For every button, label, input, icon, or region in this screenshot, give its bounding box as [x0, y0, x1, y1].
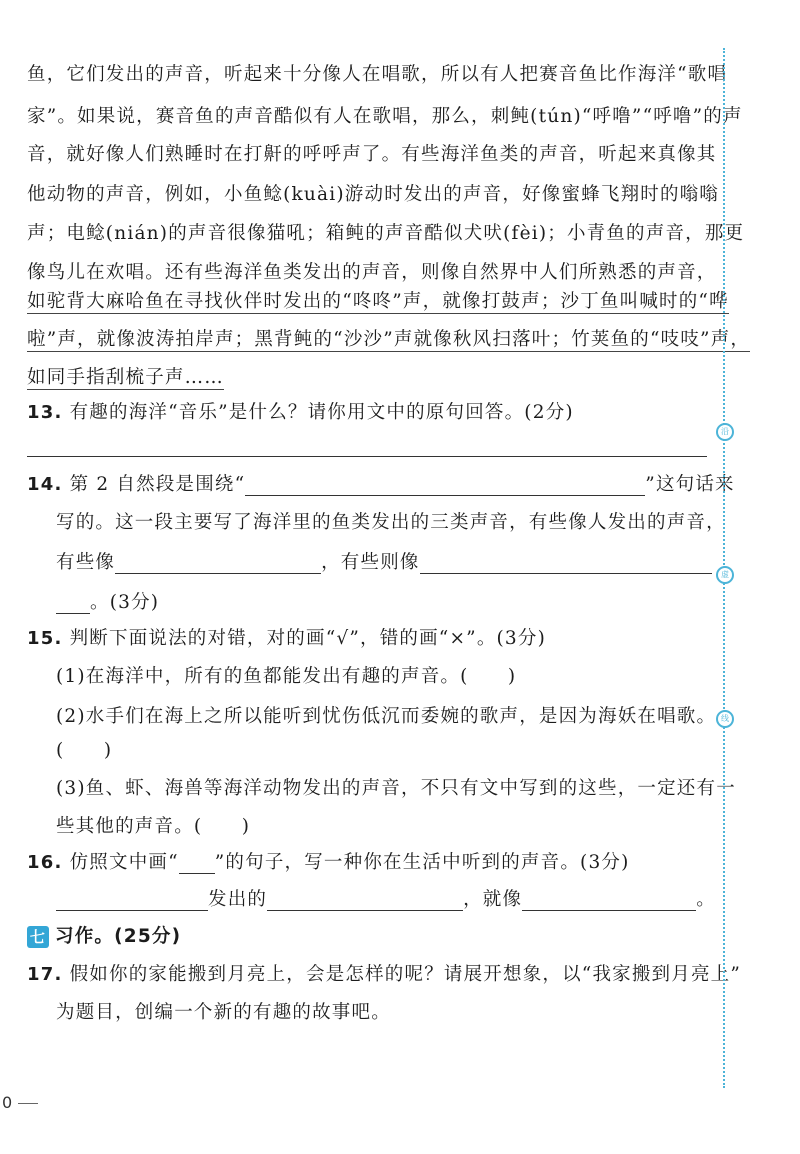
passage-line-3: 音，就好像人们熟睡时在打鼾的呼呼声了。有些海洋鱼类的声音，听起来真像其	[27, 144, 717, 165]
question-16-underline-sample	[179, 855, 215, 874]
passage-line-9-underlined: 如同手指刮梳子声……	[27, 363, 224, 390]
question-15-number: 15.	[27, 628, 63, 649]
margin-circle-1: 沿	[716, 423, 734, 441]
answer-line-13[interactable]	[27, 456, 707, 457]
question-14-line-2: 写的。这一段主要写了海洋里的鱼类发出的三类声音，有些像人发出的声音，	[56, 512, 726, 533]
question-17-text-1: 假如你的家能搬到月亮上，会是怎样的呢？请展开想象，以“我家搬到月亮上”	[69, 964, 742, 985]
question-14-part2: ”这句话来	[645, 474, 735, 495]
question-13	[27, 398, 574, 424]
question-14-line-3	[56, 548, 712, 574]
question-14-part5: 。(3分)	[90, 592, 160, 613]
passage-line-1: 鱼，它们发出的声音，听起来十分像人在唱歌，所以有人把赛音鱼比作海洋“歌唱	[27, 64, 728, 85]
question-17-line-2: 为题目，创编一个新的有趣的故事吧。	[56, 1002, 391, 1023]
margin-circle-3: 线	[716, 710, 734, 728]
question-17-line-1	[27, 960, 741, 986]
question-13-number: 13.	[27, 402, 63, 423]
question-14-number: 14.	[27, 474, 63, 495]
question-15	[27, 624, 546, 650]
question-14-part1: 第 2 自然段是围绕“	[69, 474, 246, 495]
passage-line-7-underlined: 如驼背大麻哈鱼在寻找伙伴时发出的“咚咚”声，就像打鼓声；沙丁鱼叫喊时的“哗	[27, 287, 729, 314]
question-15-item-2: (2)水手们在海上之所以能听到忧伤低沉而委婉的歌声，是因为海妖在唱歌。	[56, 706, 717, 727]
section-7-title: 习作。(25分)	[55, 926, 182, 947]
section-7-badge: 七	[27, 926, 49, 948]
passage-line-6: 像鸟儿在欢唱。还有些海洋鱼类发出的声音，则像自然界中人们所熟悉的声音，	[27, 262, 717, 283]
question-16	[27, 848, 630, 874]
question-15-item-3-cont: 些其他的声音。( )	[56, 816, 251, 837]
question-13-text: 有趣的海洋“音乐”是什么？请你用文中的原句回答。(2分)	[69, 402, 574, 423]
page-number-dash	[18, 1103, 38, 1104]
question-16-number: 16.	[27, 852, 63, 873]
question-14-blank-3[interactable]	[420, 555, 712, 574]
question-16-blank-3[interactable]	[522, 892, 696, 911]
question-14-line-4	[56, 588, 159, 614]
question-16-fill-2: ，就像	[463, 889, 523, 910]
question-14-blank-2[interactable]	[115, 555, 321, 574]
question-14-blank-3-cont[interactable]	[56, 595, 90, 614]
question-17-number: 17.	[27, 964, 63, 985]
question-16-blank-2[interactable]	[267, 892, 463, 911]
passage-line-5: 声；电鲶(nián)的声音很像猫吼；箱鲀的声音酷似犬吠(fèi)；小青鱼的声音，那更	[27, 223, 745, 244]
question-14-part3: 有些像	[56, 552, 116, 573]
passage-line-4: 他动物的声音，例如，小鱼鲶(kuài)游动时发出的声音，好像蜜蜂飞翔时的嗡嗡	[27, 184, 720, 205]
question-16-text-2: ”的句子，写一种你在生活中听到的声音。(3分)	[214, 852, 630, 873]
page-number: 0	[2, 1093, 13, 1112]
question-16-blank-1[interactable]	[56, 892, 208, 911]
question-14-blank-1[interactable]	[245, 477, 645, 496]
passage-line-2: 家”。如果说，赛音鱼的声音酷似有人在歌唱，那么，刺鲀(tún)“呼噜”“呼噜”的声	[27, 106, 743, 127]
question-15-text: 判断下面说法的对错，对的画“√”，错的画“×”。(3分)	[69, 628, 547, 649]
question-16-fill-1: 发出的	[208, 889, 268, 910]
question-15-item-2-bracket[interactable]: ( )	[56, 740, 113, 761]
margin-circle-2: 虚	[716, 566, 734, 584]
question-16-fill-line	[56, 885, 716, 911]
question-16-fill-3: 。	[696, 889, 716, 910]
question-15-item-3: (3)鱼、虾、海兽等海洋动物发出的声音，不只有文中写到的这些，一定还有一	[56, 778, 736, 799]
question-14-part4: ，有些则像	[321, 552, 420, 573]
question-16-text-1: 仿照文中画“	[69, 852, 179, 873]
question-14-line-1	[27, 470, 735, 496]
section-7-heading	[27, 922, 181, 948]
question-15-item-1: (1)在海洋中，所有的鱼都能发出有趣的声音。( )	[56, 666, 517, 687]
passage-line-8-underlined: 啦”声，就像波涛拍岸声；黑背鲀的“沙沙”声就像秋风扫落叶；竹荚鱼的“吱吱”声，	[27, 325, 750, 352]
